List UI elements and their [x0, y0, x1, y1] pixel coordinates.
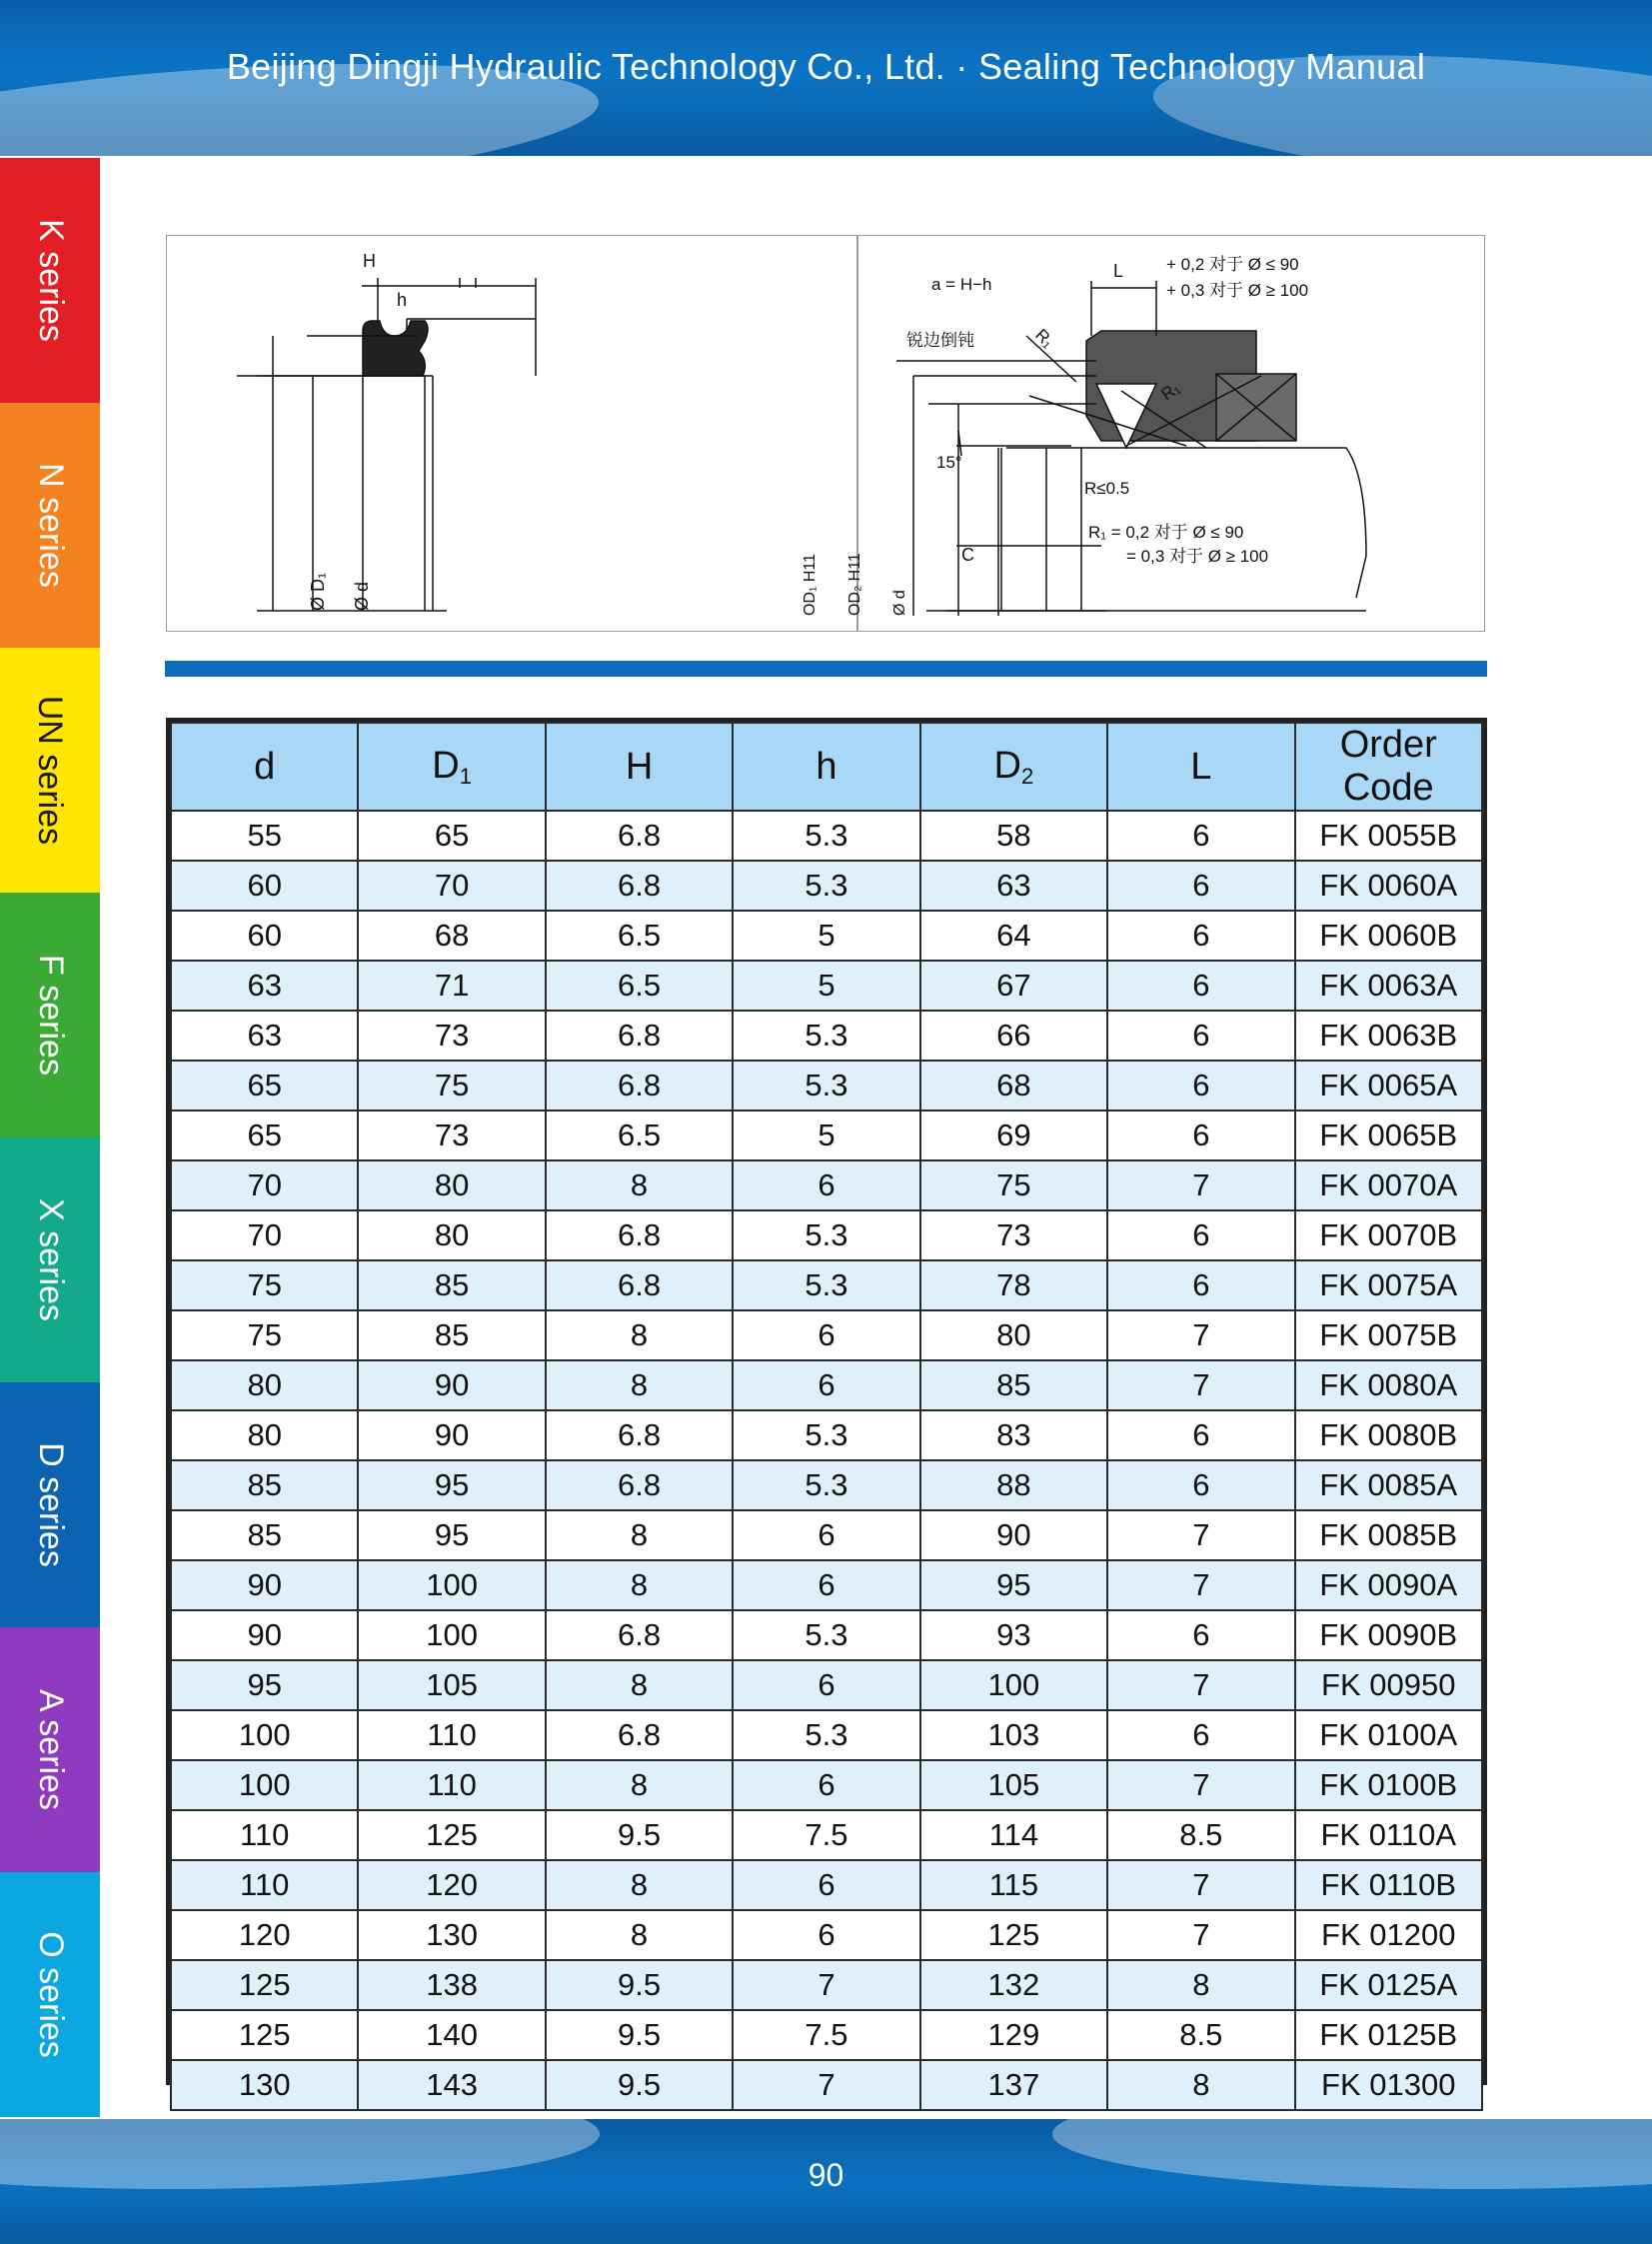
- table-cell: 6.8: [546, 1460, 733, 1510]
- table-cell: 70: [171, 1160, 358, 1210]
- table-row: [171, 861, 1482, 911]
- label-L: L: [1113, 261, 1124, 281]
- table-row: [171, 1610, 1482, 1660]
- table-cell: 6: [733, 1910, 919, 1960]
- table-cell: 8: [546, 1660, 733, 1710]
- table-cell: 115: [920, 1860, 1107, 1910]
- table-cell: 78: [920, 1260, 1107, 1310]
- table-cell: FK 0055B: [1295, 811, 1482, 861]
- table-cell: 7.5: [733, 1810, 919, 1860]
- table-cell: 67: [920, 961, 1107, 1011]
- sidebar-tab-n-series[interactable]: [0, 403, 100, 648]
- table-row: [171, 1210, 1482, 1260]
- table-cell: FK 0070A: [1295, 1160, 1482, 1210]
- table-cell: 8: [546, 1760, 733, 1810]
- table-cell: 105: [358, 1660, 545, 1710]
- table-cell: 9.5: [546, 1960, 733, 2010]
- column-header: [1295, 723, 1482, 811]
- page-footer: [0, 2119, 1652, 2244]
- table-cell: 110: [358, 1710, 545, 1760]
- table-cell: 7: [1107, 1360, 1294, 1410]
- table-cell: FK 0090A: [1295, 1560, 1482, 1610]
- table-cell: 5.3: [733, 1610, 919, 1660]
- table-cell: 95: [358, 1510, 545, 1560]
- table-row: [171, 961, 1482, 1011]
- page-header: [0, 0, 1652, 156]
- column-header-subscript: 2: [1021, 763, 1034, 789]
- table-row: [171, 1760, 1482, 1810]
- table-cell: 80: [171, 1360, 358, 1410]
- table-cell: 85: [171, 1460, 358, 1510]
- table-cell: 6.8: [546, 811, 733, 861]
- column-header-subscript: 1: [459, 763, 472, 789]
- table-cell: 6: [1107, 1610, 1294, 1660]
- table-cell: 8: [546, 1160, 733, 1210]
- table-cell: 6: [733, 1160, 919, 1210]
- table-cell: 63: [171, 1011, 358, 1061]
- table-cell: 5.3: [733, 1210, 919, 1260]
- table-cell: 68: [358, 911, 545, 961]
- table-cell: 6: [1107, 861, 1294, 911]
- sidebar-tab-x-series[interactable]: [0, 1137, 100, 1382]
- table-cell: 75: [171, 1310, 358, 1360]
- table-cell: 105: [920, 1760, 1107, 1810]
- table-cell: 6.8: [546, 1410, 733, 1460]
- column-header: [546, 723, 733, 811]
- table-cell: 6.8: [546, 1061, 733, 1111]
- table-cell: 73: [358, 1011, 545, 1061]
- left-seal-labels: [308, 251, 407, 611]
- table-cell: 5: [733, 961, 919, 1011]
- table-cell: FK 0065A: [1295, 1061, 1482, 1111]
- chamfer-note: 锐边倒钝: [906, 331, 974, 350]
- table-cell: 8: [1107, 1960, 1294, 2010]
- table-cell: 8: [546, 1560, 733, 1610]
- table-cell: 68: [920, 1061, 1107, 1111]
- table-cell: 7: [1107, 1860, 1294, 1910]
- table-row: [171, 1360, 1482, 1410]
- table-row: [171, 1310, 1482, 1360]
- table-cell: 8: [546, 1310, 733, 1360]
- table-header-row: [171, 723, 1482, 811]
- table-cell: FK 0070B: [1295, 1210, 1482, 1260]
- column-header-label: L: [1190, 745, 1212, 788]
- page-number: 90: [808, 2157, 844, 2193]
- header-title: Beijing Dingji Hydraulic Technology Co., Ltd. · Sealing Technology Manual: [226, 46, 1426, 87]
- table-cell: 5: [733, 911, 919, 961]
- table-cell: 8: [546, 1360, 733, 1410]
- column-header-label: H: [625, 745, 654, 788]
- table-cell: 90: [358, 1410, 545, 1460]
- table-cell: 120: [171, 1910, 358, 1960]
- table-cell: 71: [358, 961, 545, 1011]
- table-cell: 58: [920, 811, 1107, 861]
- table-cell: 6: [1107, 1460, 1294, 1510]
- label-R1-b: R₁: [1157, 378, 1184, 405]
- tol-L-1: + 0,2 对于 Ø ≤ 90: [1166, 255, 1299, 274]
- sidebar-tab-a-series[interactable]: [0, 1627, 100, 1872]
- table-row: [171, 1710, 1482, 1760]
- table-cell: 83: [920, 1410, 1107, 1460]
- table-cell: 6.8: [546, 1011, 733, 1061]
- table-cell: 73: [920, 1210, 1107, 1260]
- table-cell: 64: [920, 911, 1107, 961]
- sidebar-tab-label: A series: [31, 1689, 70, 1810]
- table-cell: 9.5: [546, 2010, 733, 2060]
- formula-a: a = H−h: [931, 275, 992, 294]
- table-cell: 8: [1107, 2060, 1294, 2110]
- tol-L-2: + 0,3 对于 Ø ≥ 100: [1166, 281, 1309, 300]
- table-cell: 6: [1107, 1061, 1294, 1111]
- table-cell: 6: [733, 1560, 919, 1610]
- table-body: [171, 811, 1482, 2110]
- table-cell: 85: [358, 1260, 545, 1310]
- table-cell: 5.3: [733, 1011, 919, 1061]
- table-row: [171, 1061, 1482, 1111]
- table-cell: 5.3: [733, 1410, 919, 1460]
- table-cell: 66: [920, 1011, 1107, 1061]
- sidebar-tab-label: O series: [31, 1931, 70, 2058]
- table-cell: FK 0075B: [1295, 1310, 1482, 1360]
- table-cell: 125: [358, 1810, 545, 1860]
- table-cell: FK 0125B: [1295, 2010, 1482, 2060]
- table-cell: 6.8: [546, 1610, 733, 1660]
- table-cell: 7: [1107, 1510, 1294, 1560]
- table-cell: 95: [920, 1560, 1107, 1610]
- table-cell: 6: [1107, 1710, 1294, 1760]
- table-cell: 75: [358, 1061, 545, 1111]
- table-row: [171, 1510, 1482, 1560]
- table-row: [171, 811, 1482, 861]
- table-cell: 7.5: [733, 2010, 919, 2060]
- table-cell: 6.5: [546, 961, 733, 1011]
- column-header: [1107, 723, 1294, 811]
- label-H: H: [363, 251, 376, 271]
- drawing-svg: [167, 236, 1486, 633]
- table-cell: 100: [358, 1610, 545, 1660]
- table-cell: 125: [171, 2010, 358, 2060]
- table-cell: 100: [171, 1760, 358, 1810]
- label-OD1: OD₁ H11: [802, 553, 819, 616]
- tol-R-2: = 0,3 对于 Ø ≥ 100: [1126, 547, 1269, 566]
- table-cell: 8: [546, 1860, 733, 1910]
- table-cell: 69: [920, 1111, 1107, 1160]
- table-cell: 6: [733, 1860, 919, 1910]
- table-cell: 114: [920, 1810, 1107, 1860]
- table-cell: 100: [171, 1710, 358, 1760]
- table-cell: 70: [171, 1210, 358, 1260]
- table-cell: 6.8: [546, 861, 733, 911]
- table-cell: FK 0060A: [1295, 861, 1482, 911]
- table-row: [171, 1660, 1482, 1710]
- table-cell: 9.5: [546, 2060, 733, 2110]
- left-seal-diagram: [237, 278, 536, 611]
- sidebar-tab-k-series[interactable]: [0, 158, 100, 403]
- table-row: [171, 1260, 1482, 1310]
- sidebar-tab-f-series[interactable]: [0, 893, 100, 1137]
- table-row: [171, 1011, 1482, 1061]
- tol-R-1: R₁ = 0,2 对于 Ø ≤ 90: [1088, 523, 1244, 542]
- label-D1: Ø D₁: [308, 572, 328, 611]
- table-cell: FK 01200: [1295, 1910, 1482, 1960]
- table-cell: 138: [358, 1960, 545, 2010]
- table-cell: 60: [171, 911, 358, 961]
- table-row: [171, 1910, 1482, 1960]
- table-cell: 80: [171, 1410, 358, 1460]
- column-header-label: D: [432, 744, 460, 787]
- table-cell: 6: [1107, 961, 1294, 1011]
- table-cell: 130: [358, 1910, 545, 1960]
- table-cell: FK 01300: [1295, 2060, 1482, 2110]
- table-row: [171, 1460, 1482, 1510]
- table-row: [171, 911, 1482, 961]
- table-cell: FK 0063A: [1295, 961, 1482, 1011]
- table-cell: 103: [920, 1710, 1107, 1760]
- table-cell: FK 0100A: [1295, 1710, 1482, 1760]
- table-cell: 75: [920, 1160, 1107, 1210]
- column-header: [920, 723, 1107, 811]
- sidebar-tab-label: D series: [31, 1442, 70, 1567]
- table-cell: 5.3: [733, 1260, 919, 1310]
- table-cell: 6: [733, 1760, 919, 1810]
- table-cell: FK 0063B: [1295, 1011, 1482, 1061]
- table-cell: 75: [171, 1260, 358, 1310]
- table-cell: 93: [920, 1610, 1107, 1660]
- table-cell: 80: [358, 1160, 545, 1210]
- table-cell: 85: [358, 1310, 545, 1360]
- table-row: [171, 1860, 1482, 1910]
- table-cell: 9.5: [546, 1810, 733, 1860]
- table-cell: 7: [1107, 1560, 1294, 1610]
- table-cell: 7: [1107, 1660, 1294, 1710]
- table-cell: 8.5: [1107, 1810, 1294, 1860]
- table-cell: 55: [171, 811, 358, 861]
- table-cell: 100: [358, 1560, 545, 1610]
- table-cell: 6: [1107, 1011, 1294, 1061]
- table-cell: 80: [358, 1210, 545, 1260]
- column-header: [171, 723, 358, 811]
- table-cell: 6: [733, 1310, 919, 1360]
- table-row: [171, 1810, 1482, 1860]
- table-cell: 110: [171, 1860, 358, 1910]
- table-cell: 140: [358, 2010, 545, 2060]
- sidebar-tab-label: N series: [31, 463, 70, 588]
- table-cell: 5.3: [733, 1460, 919, 1510]
- table-cell: 6: [1107, 1111, 1294, 1160]
- table-cell: FK 0060B: [1295, 911, 1482, 961]
- sidebar-tab-label: K series: [31, 219, 70, 342]
- table-cell: 7: [1107, 1310, 1294, 1360]
- table-row: [171, 2060, 1482, 2110]
- table-cell: FK 0080A: [1295, 1360, 1482, 1410]
- table-row: [171, 1111, 1482, 1160]
- table-cell: 73: [358, 1111, 545, 1160]
- table-cell: FK 0110B: [1295, 1860, 1482, 1910]
- table-cell: 8.5: [1107, 2010, 1294, 2060]
- table-cell: 65: [171, 1111, 358, 1160]
- column-header: [733, 723, 919, 811]
- table-cell: 7: [733, 1960, 919, 2010]
- table-cell: 137: [920, 2060, 1107, 2110]
- table-cell: 7: [733, 2060, 919, 2110]
- label-R1-a: R₁: [1031, 325, 1058, 352]
- table-cell: 6: [1107, 911, 1294, 961]
- table-cell: 90: [171, 1560, 358, 1610]
- table-cell: FK 0110A: [1295, 1810, 1482, 1860]
- column-header: [358, 723, 545, 811]
- table-cell: 88: [920, 1460, 1107, 1510]
- table-cell: FK 0085A: [1295, 1460, 1482, 1510]
- table-row: [171, 1960, 1482, 2010]
- table-cell: 125: [920, 1910, 1107, 1960]
- radius-note: R≤0.5: [1084, 479, 1130, 498]
- table-cell: 129: [920, 2010, 1107, 2060]
- table-row: [171, 1160, 1482, 1210]
- table-cell: FK 0085B: [1295, 1510, 1482, 1560]
- table-cell: 130: [171, 2060, 358, 2110]
- table-row: [171, 1410, 1482, 1460]
- table-cell: 6: [1107, 1210, 1294, 1260]
- label-d-right: Ø d: [891, 590, 908, 616]
- table-cell: 120: [358, 1860, 545, 1910]
- table-cell: 5.3: [733, 811, 919, 861]
- table-cell: 110: [358, 1760, 545, 1810]
- table-cell: 6: [1107, 1260, 1294, 1310]
- angle-15: 15°: [936, 453, 962, 472]
- table-cell: FK 0100B: [1295, 1760, 1482, 1810]
- table-cell: 6.8: [546, 1710, 733, 1760]
- table-cell: FK 0090B: [1295, 1610, 1482, 1660]
- table-cell: 5: [733, 1111, 919, 1160]
- seal-drawing: [166, 235, 1485, 632]
- label-h: h: [397, 290, 408, 310]
- table-cell: 60: [171, 861, 358, 911]
- sidebar-tab-d-series[interactable]: [0, 1382, 100, 1627]
- label-OD2: OD₂ H11: [846, 553, 863, 616]
- table-cell: 5.3: [733, 861, 919, 911]
- column-header-label: Order Code: [1339, 724, 1437, 809]
- sidebar-tab-un-series[interactable]: [0, 648, 100, 893]
- sidebar-tab-o-series[interactable]: [0, 1872, 100, 2117]
- table-cell: 65: [358, 811, 545, 861]
- table-cell: 7: [1107, 1910, 1294, 1960]
- table-cell: 143: [358, 2060, 545, 2110]
- table-cell: 85: [171, 1510, 358, 1560]
- table-cell: FK 00950: [1295, 1660, 1482, 1710]
- table-row: [171, 1560, 1482, 1610]
- table-cell: 8: [546, 1510, 733, 1560]
- table-cell: 63: [171, 961, 358, 1011]
- sidebar-tab-label: F series: [31, 955, 70, 1076]
- column-header-label: D: [993, 744, 1021, 787]
- sidebar-tab-label: UN series: [31, 695, 70, 846]
- table-cell: 6: [1107, 1410, 1294, 1460]
- table-cell: 132: [920, 1960, 1107, 2010]
- table-cell: 85: [920, 1360, 1107, 1410]
- label-d-left: Ø d: [352, 581, 372, 611]
- table-cell: 8: [546, 1910, 733, 1960]
- table-cell: FK 0080B: [1295, 1410, 1482, 1460]
- column-header-label: h: [816, 745, 837, 788]
- table-cell: FK 0065B: [1295, 1111, 1482, 1160]
- table-cell: 80: [920, 1310, 1107, 1360]
- table-cell: 6.5: [546, 1111, 733, 1160]
- table-cell: 6: [733, 1660, 919, 1710]
- table-cell: 95: [358, 1460, 545, 1510]
- table-cell: 6: [733, 1360, 919, 1410]
- table-cell: 7: [1107, 1760, 1294, 1810]
- table-cell: 63: [920, 861, 1107, 911]
- table-cell: 6.5: [546, 911, 733, 961]
- table-cell: 70: [358, 861, 545, 911]
- section-divider-bar: [165, 661, 1487, 677]
- sidebar-tab-label: X series: [31, 1198, 70, 1321]
- dimensions-table: [166, 718, 1487, 2102]
- table-cell: 100: [920, 1660, 1107, 1710]
- table-cell: 125: [171, 1960, 358, 2010]
- label-C: C: [961, 545, 974, 565]
- table-cell: 95: [171, 1660, 358, 1710]
- table-cell: 65: [171, 1061, 358, 1111]
- table-cell: 5.3: [733, 1061, 919, 1111]
- table-cell: 6: [733, 1510, 919, 1560]
- table-row: [171, 2010, 1482, 2060]
- table-cell: FK 0075A: [1295, 1260, 1482, 1310]
- table-cell: 6.8: [546, 1260, 733, 1310]
- table-cell: FK 0125A: [1295, 1960, 1482, 2010]
- table-cell: 110: [171, 1810, 358, 1860]
- table-cell: 6.8: [546, 1210, 733, 1260]
- series-sidebar: [0, 158, 100, 2119]
- table-cell: 5.3: [733, 1710, 919, 1760]
- table-cell: 6: [1107, 811, 1294, 861]
- table-cell: 90: [920, 1510, 1107, 1560]
- column-header-label: d: [254, 745, 276, 788]
- table-cell: 90: [171, 1610, 358, 1660]
- table-cell: 90: [358, 1360, 545, 1410]
- table-cell: 7: [1107, 1160, 1294, 1210]
